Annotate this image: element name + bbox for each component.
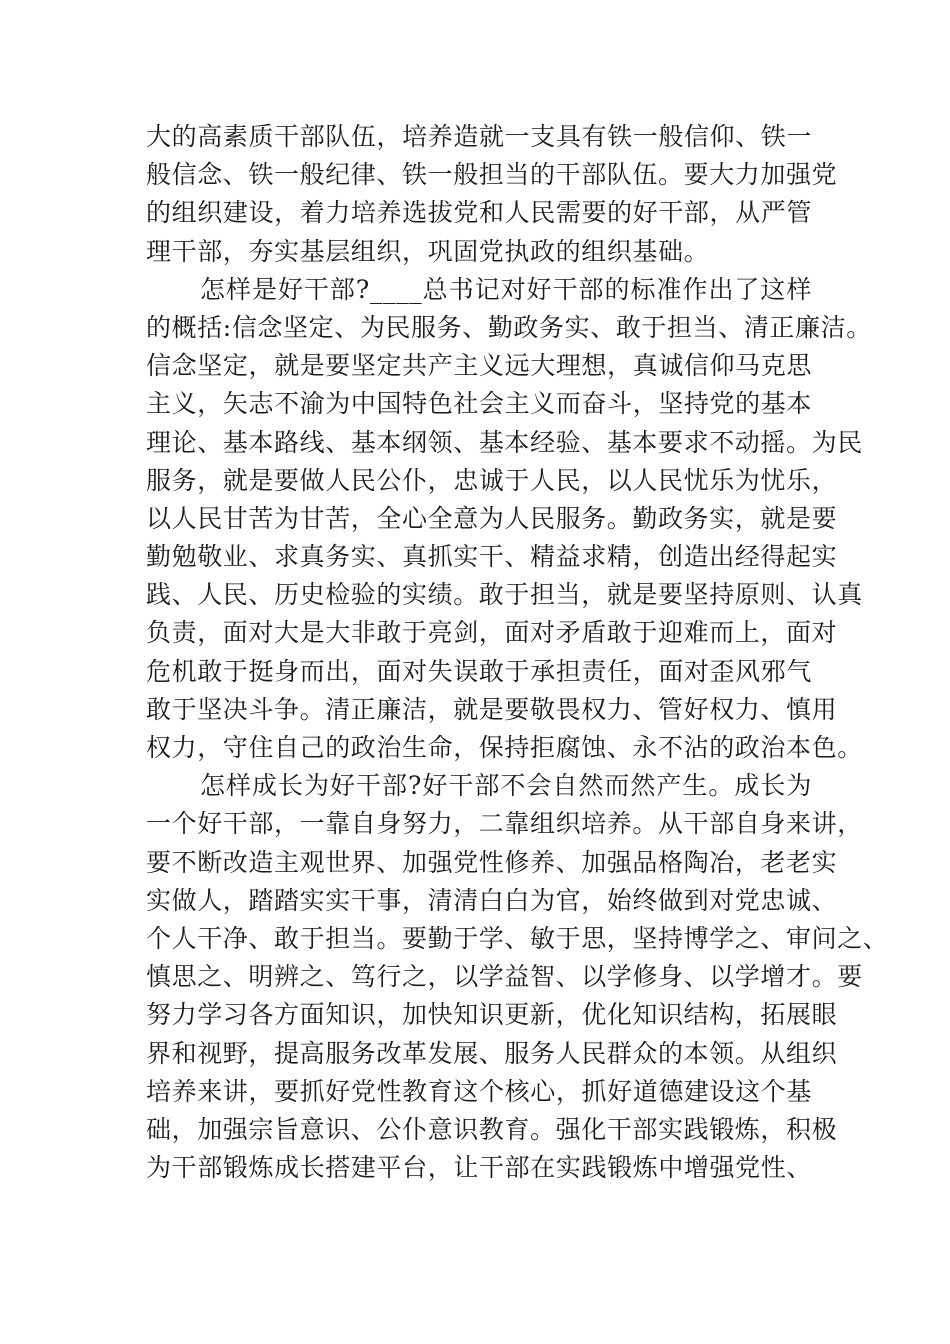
text-line: 以人民甘苦为甘苦，全心全意为人民服务。勤政务实，就是要 [146,503,838,533]
text-line: 理论、基本路线、基本纲领、基本经验、基本要求不动摇。为民 [146,427,863,457]
text-line: 敢于坚决斗争。清正廉洁，就是要敬畏权力、管好权力、慎用 [146,694,838,724]
text-line: 大的高素质干部队伍，培养造就一支具有铁一般信仰、铁一 [146,122,812,151]
text-line: 践、人民、历史检验的实绩。敢于担当，就是要坚持原则、认真 [146,580,863,610]
text-line: 主义，矢志不渝为中国特色社会主义而奋斗，坚持党的基本 [146,389,812,419]
text-line: 危机敢于挺身而出，面对失误敢于承担责任，面对歪风邪气 [146,656,812,686]
text-line: 勤勉敬业、求真务实、真抓实干、精益求精，创造出经得起实 [146,542,838,572]
paragraph-first-line: 怎样是好干部?____总书记对好干部的标准作出了这样 [200,274,812,304]
body-text [146,118,889,1187]
text-line: 理干部，夯实基层组织，巩固党执政的组织基础。 [146,236,710,266]
text-line: 权力，守住自己的政治生命，保持拒腐蚀、永不沾的政治本色。 [146,733,863,762]
text-line: 培养来讲，要抓好党性教育这个核心，抓好道德建设这个基 [146,1076,812,1106]
text-line: 慎思之、明辨之、笃行之，以学益智、以学修身、以学增才。要 [146,962,863,992]
text-line: 要不断改造主观世界、加强党性修养、加强品格陶冶，老老实 [146,847,838,877]
paragraph-first-line: 怎样成长为好干部?好干部不会自然而然产生。成长为 [200,771,812,801]
text-line: 界和视野，提高服务改革发展、服务人民群众的本领。从组织 [146,1038,838,1068]
text-line: 般信念、铁一般纪律、铁一般担当的干部队伍。要大力加强党 [146,160,838,190]
text-line: 为干部锻炼成长搭建平台，让干部在实践锻炼中增强党性、 [146,1153,812,1183]
text-line: 个人干净、敢于担当。要勤于学、敏于思，坚持博学之、审问之、 [146,923,889,953]
text-line: 信念坚定，就是要坚定共产主义远大理想，真诚信仰马克思 [146,351,812,381]
text-line: 努力学习各方面知识，加快知识更新，优化知识结构，拓展眼 [146,1000,838,1030]
text-line: 一个好干部，一靠自身努力，二靠组织培养。从干部自身来讲， [146,809,863,839]
text-line: 的概括:信念坚定、为民服务、勤政务实、敢于担当、清正廉洁。 [146,312,872,342]
text-line: 础，加强宗旨意识、公仆意识教育。强化干部实践锻炼，积极 [146,1114,838,1144]
text-line: 负责，面对大是大非敢于亮剑，面对矛盾敢于迎难而上，面对 [146,618,838,648]
text-line: 服务，就是要做人民公仆，忠诚于人民，以人民忧乐为忧乐， [146,465,838,495]
text-line: 的组织建设，着力培养选拔党和人民需要的好干部，从严管 [146,198,812,228]
text-line: 实做人，踏踏实实干事，清清白白为官，始终做到对党忠诚、 [146,885,838,915]
